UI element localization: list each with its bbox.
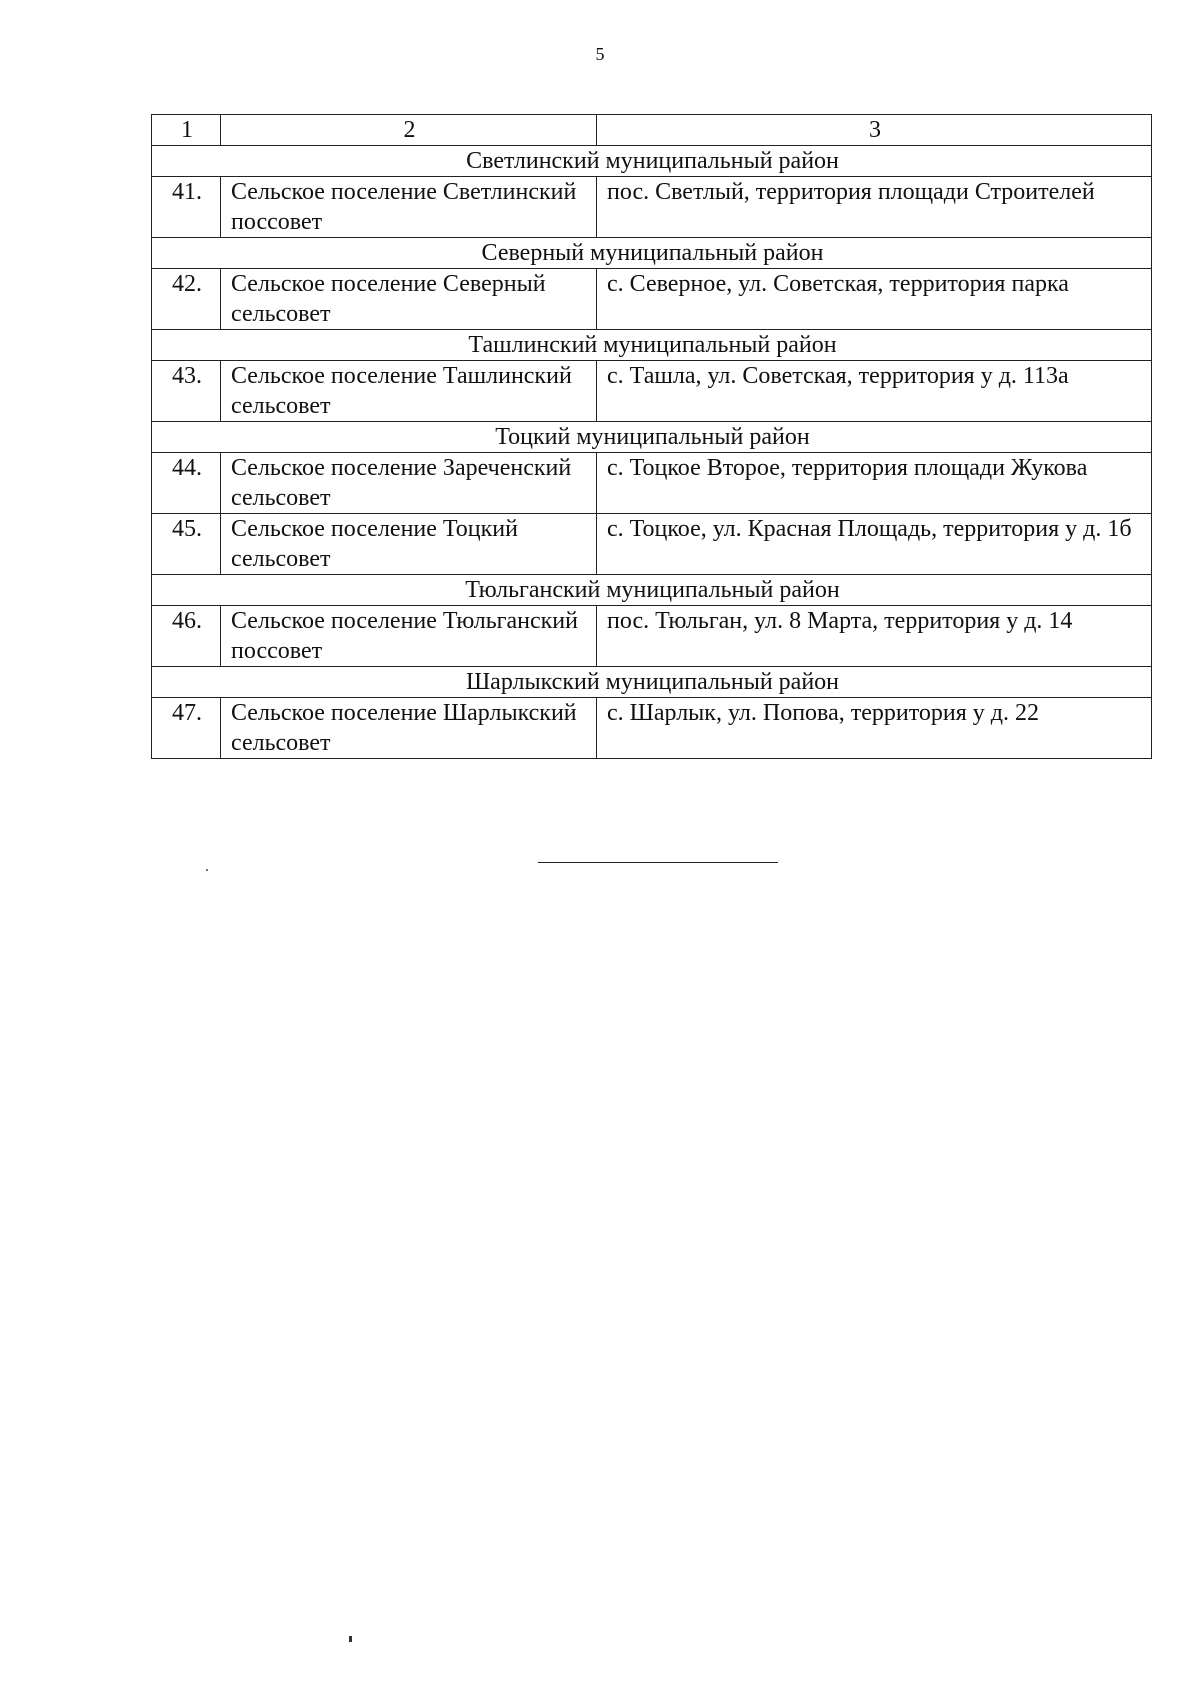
table-row <box>152 361 1152 422</box>
district-row <box>152 146 1152 177</box>
row-number: 47. <box>152 698 221 759</box>
settlements-table <box>151 114 1152 759</box>
location-text: с. Северное, ул. Советская, территория парка <box>597 269 1152 330</box>
location-text: пос. Тюльган, ул. 8 Марта, территория у д. 14 <box>597 606 1152 667</box>
row-number: 43. <box>152 361 221 422</box>
table-row <box>152 606 1152 667</box>
district-row <box>152 667 1152 698</box>
table-row <box>152 514 1152 575</box>
settlement-name: Сельское поселение Тюльганский поссовет <box>221 606 597 667</box>
district-name: Ташлинский муниципальный район <box>152 330 1152 361</box>
row-number: 45. <box>152 514 221 575</box>
location-text: с. Тоцкое Второе, территория площади Жукова <box>597 453 1152 514</box>
table-row <box>152 269 1152 330</box>
location-text: пос. Светлый, территория площади Строителей <box>597 177 1152 238</box>
district-row <box>152 330 1152 361</box>
table-row <box>152 698 1152 759</box>
page-number: 5 <box>595 44 605 64</box>
scan-speck <box>349 1636 352 1642</box>
location-text: с. Тоцкое, ул. Красная Площадь, территория у д. 1б <box>597 514 1152 575</box>
settlement-name: Сельское поселение Ташлинский сельсовет <box>221 361 597 422</box>
table-row <box>152 453 1152 514</box>
column-header-3: 3 <box>597 115 1152 146</box>
table-row <box>152 177 1152 238</box>
district-row <box>152 575 1152 606</box>
district-name: Тюльганский муниципальный район <box>152 575 1152 606</box>
row-number: 44. <box>152 453 221 514</box>
column-header-1: 1 <box>152 115 221 146</box>
district-name: Шарлыкский муниципальный район <box>152 667 1152 698</box>
settlement-name: Сельское поселение Зареченский сельсовет <box>221 453 597 514</box>
settlement-name: Сельское поселение Шарлыкский сельсовет <box>221 698 597 759</box>
district-name: Тоцкий муниципальный район <box>152 422 1152 453</box>
row-number: 42. <box>152 269 221 330</box>
table-header-row <box>152 115 1152 146</box>
location-text: с. Шарлык, ул. Попова, территория у д. 22 <box>597 698 1152 759</box>
row-number: 46. <box>152 606 221 667</box>
settlement-name: Сельское поселение Северный сельсовет <box>221 269 597 330</box>
location-text: с. Ташла, ул. Советская, территория у д. 113а <box>597 361 1152 422</box>
district-row <box>152 422 1152 453</box>
district-row <box>152 238 1152 269</box>
scan-speck <box>206 869 208 871</box>
district-name: Северный муниципальный район <box>152 238 1152 269</box>
row-number: 41. <box>152 177 221 238</box>
district-name: Светлинский муниципальный район <box>152 146 1152 177</box>
settlement-name: Сельское поселение Тоцкий сельсовет <box>221 514 597 575</box>
settlement-name: Сельское поселение Светлинский поссовет <box>221 177 597 238</box>
column-header-2: 2 <box>221 115 597 146</box>
closing-rule <box>538 862 778 863</box>
